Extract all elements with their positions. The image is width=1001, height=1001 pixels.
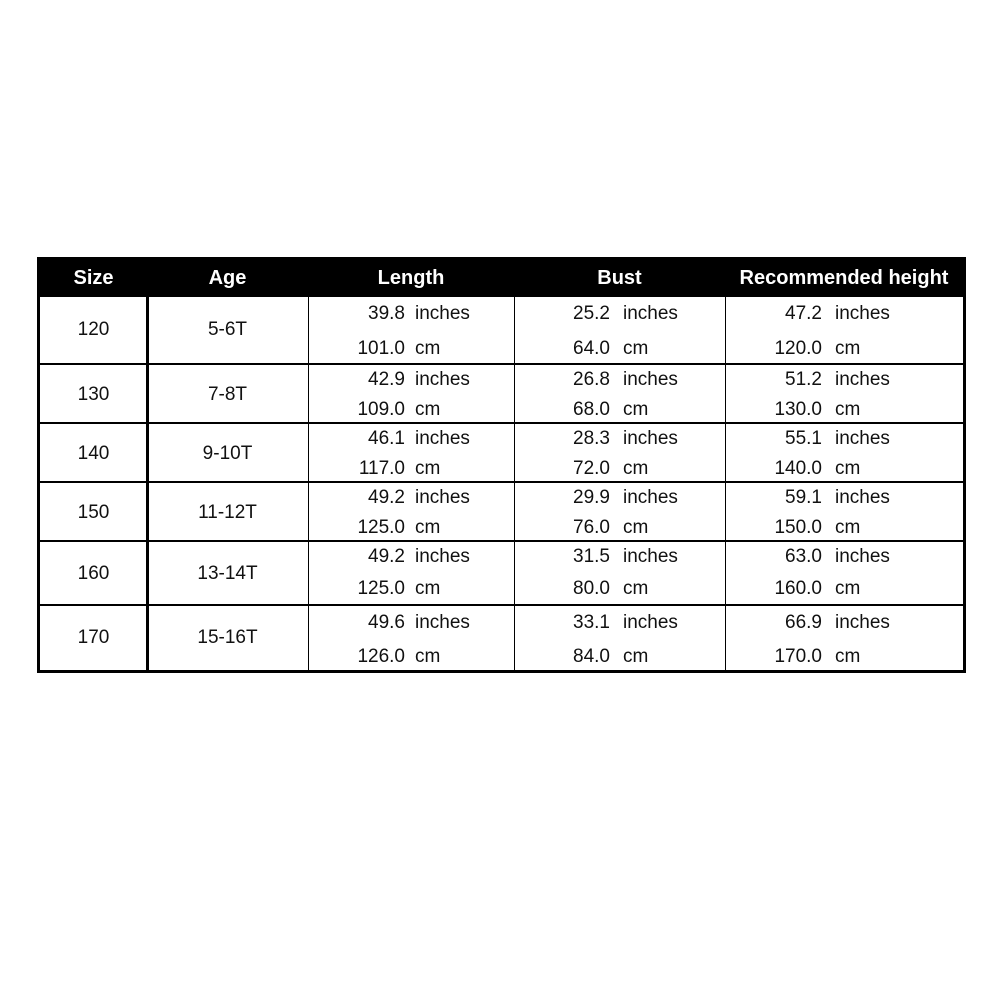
bust-inches-value: 28.3 <box>573 428 610 449</box>
length-inches-value: 49.2 <box>368 487 405 508</box>
height-inches-unit: inches <box>835 487 890 508</box>
length-inches-unit: inches <box>415 369 470 390</box>
height-inches-unit: inches <box>835 428 890 449</box>
height-cm-value: 160.0 <box>774 578 822 599</box>
height-inches-value: 51.2 <box>785 369 822 390</box>
table-row <box>40 606 963 670</box>
height-cm-value: 150.0 <box>774 517 822 538</box>
height-cm-value: 120.0 <box>774 338 822 359</box>
length-cm-unit: cm <box>415 517 441 538</box>
table-row <box>40 542 963 604</box>
length-inches-unit: inches <box>415 428 470 449</box>
age-cell: 13-14T <box>197 563 258 584</box>
length-cm-value: 125.0 <box>357 578 405 599</box>
height-inches-value: 47.2 <box>785 303 822 324</box>
length-inches-value: 49.6 <box>368 612 405 633</box>
bust-cm-value: 72.0 <box>573 458 610 479</box>
height-inches-value: 66.9 <box>785 612 822 633</box>
age-cell: 11-12T <box>198 502 257 523</box>
table-row <box>40 297 963 363</box>
header-size: Size <box>73 267 114 289</box>
bust-cm-value: 84.0 <box>573 646 610 667</box>
height-inches-value: 55.1 <box>785 428 822 449</box>
age-cell: 5-6T <box>207 319 248 340</box>
bust-cm-unit: cm <box>623 646 649 667</box>
size-cell: 140 <box>77 443 110 464</box>
table-row <box>40 483 963 540</box>
table-row <box>40 424 963 481</box>
length-inches-unit: inches <box>415 487 470 508</box>
height-cm-unit: cm <box>835 399 861 420</box>
length-inches-unit: inches <box>415 303 470 324</box>
height-cm-unit: cm <box>835 458 861 479</box>
size-chart-table <box>37 257 966 673</box>
bust-inches-unit: inches <box>623 546 678 567</box>
bust-cm-unit: cm <box>623 399 649 420</box>
bust-cm-unit: cm <box>623 458 649 479</box>
table-row <box>40 365 963 422</box>
bust-inches-unit: inches <box>623 303 678 324</box>
bust-inches-unit: inches <box>623 487 678 508</box>
height-cm-value: 170.0 <box>774 646 822 667</box>
height-inches-unit: inches <box>835 303 890 324</box>
height-inches-value: 59.1 <box>785 487 822 508</box>
height-cm-unit: cm <box>835 646 861 667</box>
header-recommended-height: Recommended height <box>739 267 949 289</box>
height-cm-unit: cm <box>835 338 861 359</box>
length-cm-value: 117.0 <box>358 458 405 479</box>
bust-cm-unit: cm <box>623 338 649 359</box>
height-cm-unit: cm <box>835 578 861 599</box>
bust-inches-unit: inches <box>623 612 678 633</box>
height-cm-unit: cm <box>835 517 861 538</box>
header-bust: Bust <box>597 267 642 289</box>
header-age: Age <box>208 267 247 289</box>
age-cell: 7-8T <box>207 384 248 405</box>
height-inches-value: 63.0 <box>785 546 822 567</box>
table-header-row <box>40 260 963 297</box>
length-cm-value: 101.0 <box>357 338 405 359</box>
size-cell: 130 <box>77 384 110 405</box>
length-inches-unit: inches <box>415 546 470 567</box>
length-cm-unit: cm <box>415 399 441 420</box>
bust-cm-unit: cm <box>623 578 649 599</box>
bust-inches-unit: inches <box>623 428 678 449</box>
height-inches-unit: inches <box>835 369 890 390</box>
bust-cm-unit: cm <box>623 517 649 538</box>
length-cm-value: 109.0 <box>357 399 405 420</box>
bust-inches-value: 26.8 <box>573 369 610 390</box>
length-inches-value: 42.9 <box>368 369 405 390</box>
header-length: Length <box>377 267 445 289</box>
size-cell: 120 <box>77 319 110 340</box>
length-inches-value: 46.1 <box>368 428 405 449</box>
height-inches-unit: inches <box>835 546 890 567</box>
height-cm-value: 130.0 <box>774 399 822 420</box>
length-cm-value: 125.0 <box>357 517 405 538</box>
bust-inches-value: 25.2 <box>573 303 610 324</box>
length-cm-unit: cm <box>415 458 441 479</box>
height-cm-value: 140.0 <box>774 458 822 479</box>
length-cm-unit: cm <box>415 578 441 599</box>
length-inches-value: 49.2 <box>368 546 405 567</box>
bust-inches-value: 33.1 <box>573 612 610 633</box>
bust-cm-value: 64.0 <box>573 338 610 359</box>
size-cell: 160 <box>77 563 110 584</box>
length-cm-unit: cm <box>415 338 441 359</box>
bust-inches-value: 29.9 <box>573 487 610 508</box>
height-inches-unit: inches <box>835 612 890 633</box>
bust-cm-value: 68.0 <box>573 399 610 420</box>
length-inches-unit: inches <box>415 612 470 633</box>
bust-inches-value: 31.5 <box>573 546 610 567</box>
bust-cm-value: 76.0 <box>573 517 610 538</box>
bust-inches-unit: inches <box>623 369 678 390</box>
size-cell: 150 <box>77 502 110 523</box>
length-inches-value: 39.8 <box>368 303 405 324</box>
bust-cm-value: 80.0 <box>573 578 610 599</box>
size-cell: 170 <box>77 627 110 648</box>
length-cm-unit: cm <box>415 646 441 667</box>
age-cell: 15-16T <box>197 627 258 648</box>
age-cell: 9-10T <box>202 443 253 464</box>
length-cm-value: 126.0 <box>357 646 405 667</box>
